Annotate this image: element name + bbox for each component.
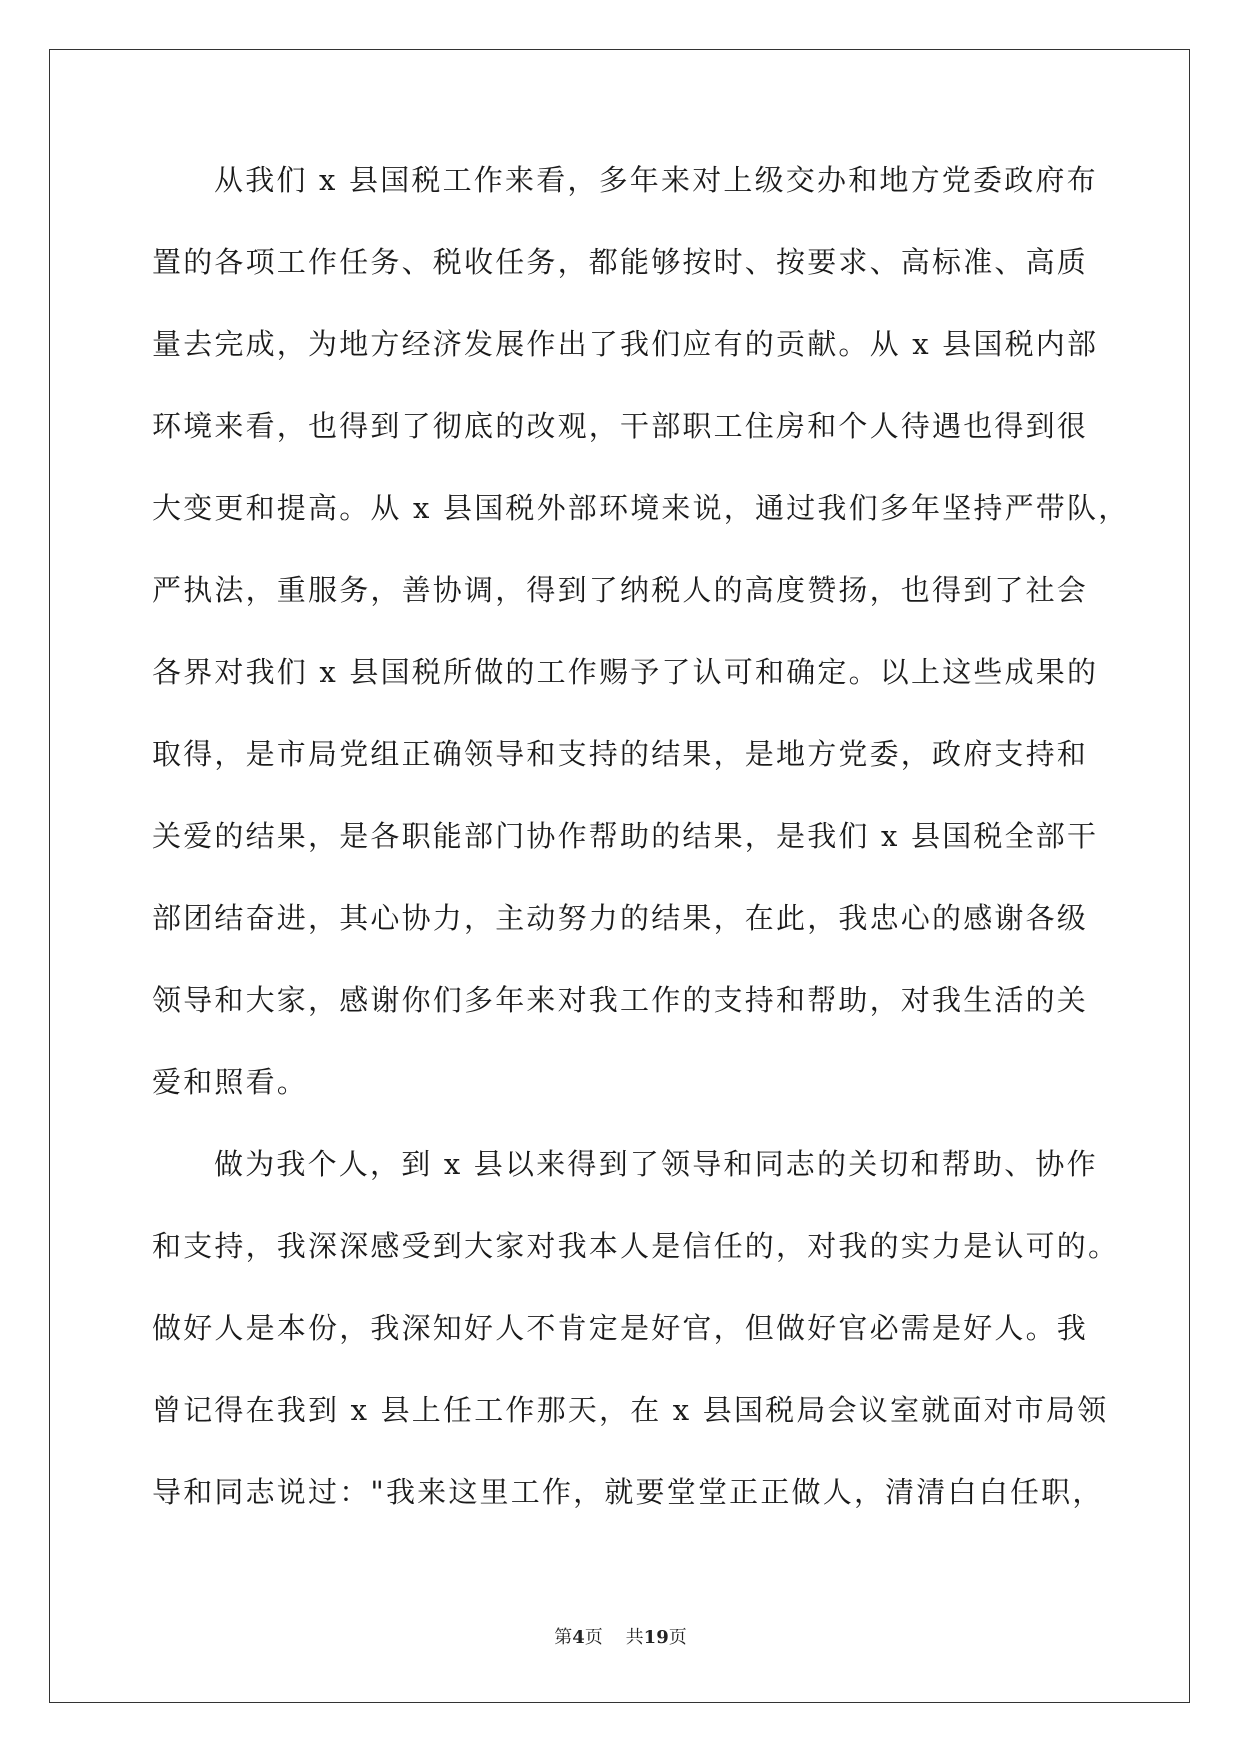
- text-line: 领导和大家，感谢你们多年来对我工作的支持和帮助，对我生活的关: [152, 983, 1089, 1017]
- text-line: 大变更和提高。从 x 县国税外部环境来说，通过我们多年坚持严带队，: [152, 491, 1130, 525]
- text-line: 严执法，重服务，善协调，得到了纳税人的高度赞扬，也得到了社会: [152, 573, 1089, 607]
- paragraph-2: [152, 1146, 1120, 1556]
- text-line: 取得，是市局党组正确领导和支持的结果，是地方党委，政府支持和: [152, 737, 1089, 771]
- current-page-number: 4: [572, 1627, 585, 1648]
- text-line: 关爱的结果，是各职能部门协作帮助的结果，是我们 x 县国税全部干: [152, 819, 1099, 853]
- text-line: 导和同志说过："我来这里工作，就要堂堂正正做人，清清白白任职，: [152, 1475, 1104, 1509]
- page-footer: [0, 1623, 1241, 1649]
- text-line: 量去完成，为地方经济发展作出了我们应有的贡献。从 x 县国税内部: [152, 327, 1099, 361]
- text-line: 做为我个人，到 x 县以来得到了领导和同志的关切和帮助、协作: [214, 1147, 1098, 1181]
- text-line: 各界对我们 x 县国税所做的工作赐予了认可和确定。以上这些成果的: [152, 655, 1099, 689]
- total-page-count: 19: [643, 1627, 669, 1648]
- text-line: 曾记得在我到 x 县上任工作那天，在 x 县国税局会议室就面对市局领: [152, 1393, 1109, 1427]
- text-line: 环境来看，也得到了彻底的改观，干部职工住房和个人待遇也得到很: [152, 409, 1089, 443]
- text-line: 从我们 x 县国税工作来看，多年来对上级交办和地方党委政府布: [214, 163, 1098, 197]
- footer-total-suffix: 页: [668, 1627, 687, 1648]
- footer-total-prefix: 共: [625, 1627, 644, 1648]
- paragraph-1: [152, 162, 1130, 1146]
- document-body: [152, 162, 1130, 1556]
- footer-page-suffix: 页: [584, 1627, 603, 1648]
- text-line: 做好人是本份，我深知好人不肯定是好官，但做好官必需是好人。我: [152, 1311, 1089, 1345]
- footer-prefix: 第: [554, 1627, 573, 1648]
- text-line: 和支持，我深深感受到大家对我本人是信任的，对我的实力是认可的。: [152, 1229, 1120, 1263]
- text-line: 爱和照看。: [152, 1065, 309, 1099]
- text-line: 部团结奋进，其心协力，主动努力的结果，在此，我忠心的感谢各级: [152, 901, 1089, 935]
- text-line: 置的各项工作任务、税收任务，都能够按时、按要求、高标准、高质: [152, 245, 1089, 279]
